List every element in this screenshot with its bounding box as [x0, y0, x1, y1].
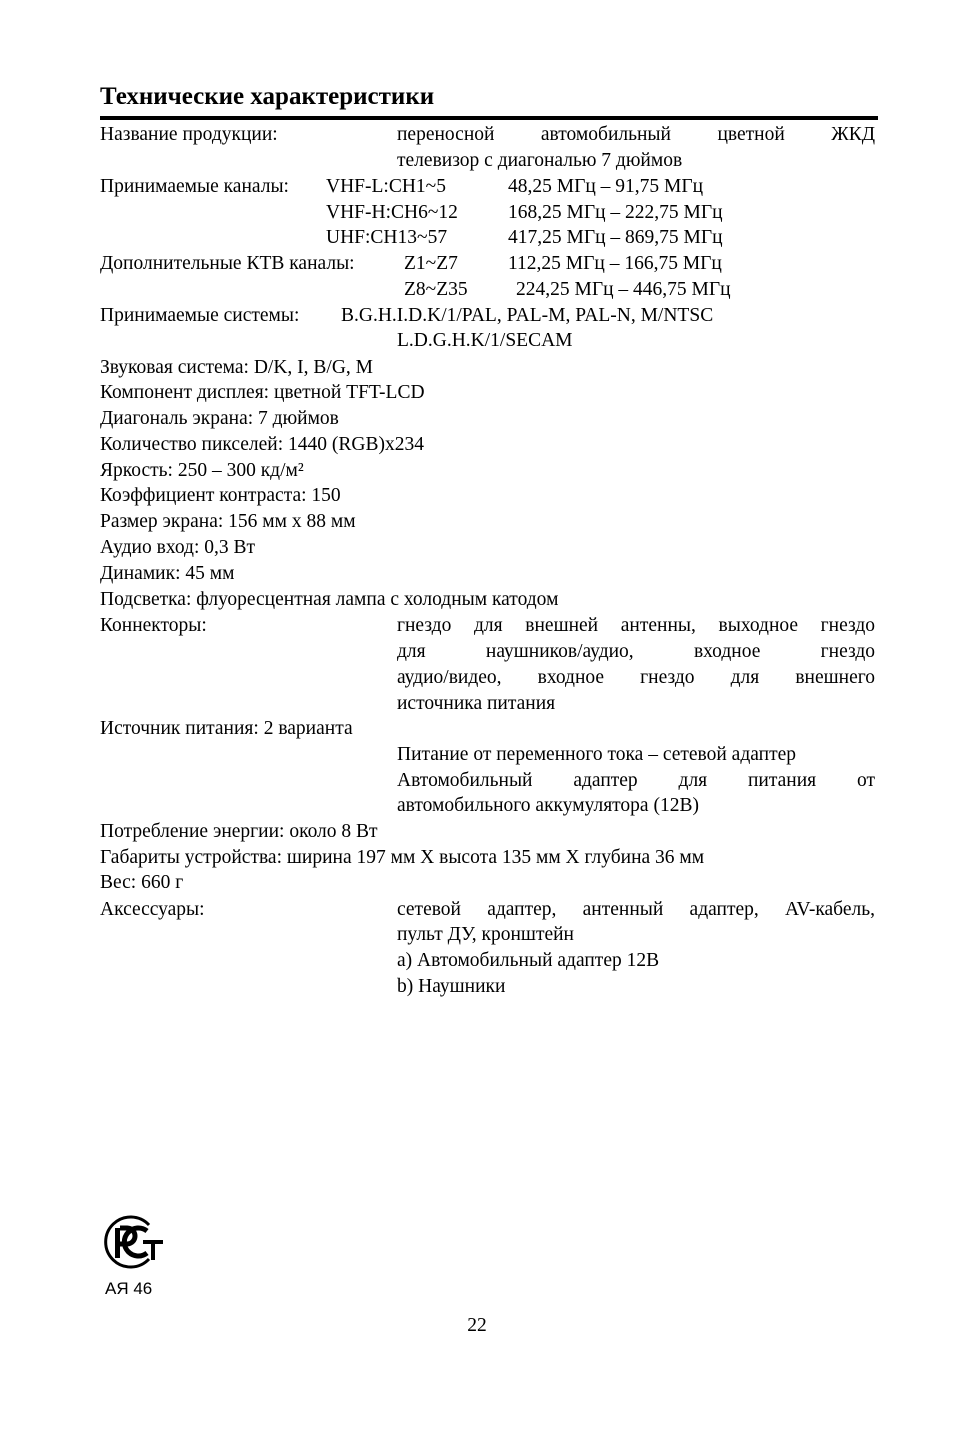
spec-power-line2: Автомобильный адаптер для питания от — [397, 770, 875, 791]
spec-backlight: Подсветка: флуоресцентная лампа с холодным катодом — [100, 589, 559, 610]
page-number: 22 — [467, 1315, 487, 1336]
spec-brightness: Яркость: 250 – 300 кд/м² — [100, 460, 304, 481]
spec-speaker: Динамик: 45 мм — [100, 563, 235, 584]
spec-sound-system: Звуковая система: D/K, I, B/G, M — [100, 357, 373, 378]
spec-value-accessories-line2: пульт ДУ, кронштейн — [397, 924, 574, 945]
spec-label-ktv-channels: Дополнительные КТВ каналы: — [100, 253, 355, 274]
spec-contrast: Коэффициент контраста: 150 — [100, 485, 341, 506]
rostest-certification-icon — [97, 1213, 163, 1271]
title-underline — [100, 116, 878, 120]
ktv-freq-z1: 112,25 МГц – 166,75 МГц — [508, 253, 722, 274]
ktv-band-z1: Z1~Z7 — [404, 253, 458, 274]
spec-dimensions: Габариты устройства: ширина 197 мм Х высота 135 мм Х глубина 36 мм — [100, 847, 705, 868]
spec-label-systems: Принимаемые системы: — [100, 305, 300, 326]
spec-weight: Вес: 660 г — [100, 872, 184, 893]
spec-screen-size: Размер экрана: 156 мм х 88 мм — [100, 511, 356, 532]
spec-power-line3: автомобильного аккумулятора (12В) — [397, 795, 699, 816]
spec-label-product-name: Название продукции: — [100, 124, 278, 145]
channel-freq-vhf-l: 48,25 МГц – 91,75 МГц — [508, 176, 704, 197]
ktv-freq-z8: 224,25 МГц – 446,75 МГц — [516, 279, 731, 300]
spec-value-product-name-line2: телевизор с диагональю 7 дюймов — [397, 150, 683, 171]
spec-value-accessories-line4: b) Наушники — [397, 976, 506, 997]
ktv-band-z8: Z8~Z35 — [404, 279, 468, 300]
spec-diagonal: Диагональ экрана: 7 дюймов — [100, 408, 339, 429]
spec-label-channels: Принимаемые каналы: — [100, 176, 289, 197]
page-title: Технические характеристики — [100, 83, 435, 110]
spec-value-connectors-line4: источника питания — [397, 693, 556, 714]
spec-value-systems-line1: B.G.H.I.D.K/1/PAL, PAL-M, PAL-N, M/NTSC — [341, 305, 714, 326]
spec-value-accessories-line3: a) Автомобильный адаптер 12В — [397, 950, 660, 971]
spec-value-connectors-line3: аудио/видео, входное гнездо для внешнего — [397, 667, 875, 688]
channel-band-vhf-l: VHF-L:CH1~5 — [326, 176, 446, 197]
certification-code: АЯ 46 — [105, 1279, 153, 1298]
channel-band-uhf: UHF:CH13~57 — [326, 227, 448, 248]
channel-band-vhf-h: VHF-H:CH6~12 — [326, 202, 458, 223]
spec-value-systems-line2: L.D.G.H.K/1/SECAM — [397, 330, 573, 351]
spec-pixels: Количество пикселей: 1440 (RGB)x234 — [100, 434, 424, 455]
spec-display-component: Компонент дисплея: цветной TFT-LCD — [100, 382, 425, 403]
spec-value-connectors-line1: гнездо для внешней антенны, выходное гнездо — [397, 615, 876, 636]
spec-value-product-name-line1: переносной автомобильный цветной ЖКД — [397, 124, 875, 145]
spec-power-source: Источник питания: 2 варианта — [100, 718, 353, 739]
spec-value-connectors-line2: для наушников/аудио, входное гнездо — [397, 641, 875, 662]
spec-audio-in: Аудио вход: 0,3 Вт — [100, 537, 256, 558]
channel-freq-uhf: 417,25 МГц – 869,75 МГц — [508, 227, 723, 248]
spec-label-connectors: Коннекторы: — [100, 615, 207, 636]
spec-label-accessories: Аксессуары: — [100, 899, 205, 920]
spec-value-accessories-line1: сетевой адаптер, антенный адаптер, AV-кабель, — [397, 899, 875, 920]
spec-power-line1: Питание от переменного тока – сетевой адаптер — [397, 744, 797, 765]
channel-freq-vhf-h: 168,25 МГц – 222,75 МГц — [508, 202, 723, 223]
spec-consumption: Потребление энергии: около 8 Вт — [100, 821, 378, 842]
